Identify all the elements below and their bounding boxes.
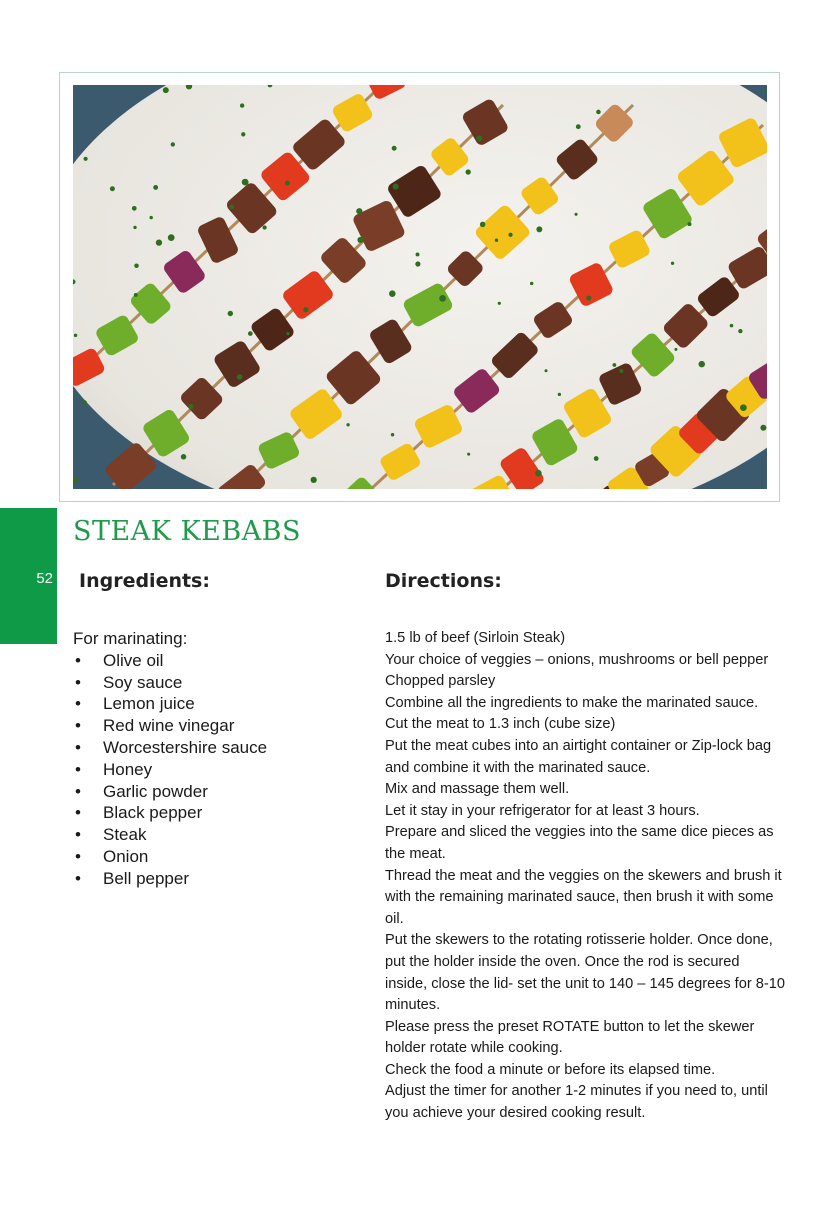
parsley-fleck (156, 240, 162, 246)
bullet-icon: • (75, 650, 81, 670)
bullet-icon: • (75, 825, 81, 845)
ingredient-items (73, 650, 353, 890)
parsley-fleck (508, 233, 512, 237)
direction-step: Cut the meat to 1.3 inch (cube size) (385, 716, 616, 733)
parsley-fleck (346, 423, 349, 426)
parsley-fleck (389, 290, 396, 297)
ingredient-label: Onion (103, 846, 149, 866)
parsley-fleck (181, 454, 186, 459)
parsley-fleck (237, 374, 243, 380)
parsley-fleck (575, 213, 578, 216)
parsley-fleck (82, 400, 87, 405)
ingredient-item (73, 737, 353, 759)
direction-step: Mix and massage them well. (385, 781, 570, 798)
parsley-fleck (286, 332, 289, 335)
ingredient-item (73, 781, 353, 803)
ingredient-item (73, 759, 353, 781)
ingredient-label: Garlic powder (103, 781, 208, 801)
ingredient-item (73, 650, 353, 672)
parsley-fleck (738, 329, 742, 333)
ingredient-label: Worcestershire sauce (103, 737, 268, 757)
parsley-fleck (495, 239, 498, 242)
parsley-fleck (619, 369, 623, 373)
parsley-fleck (150, 216, 153, 219)
photo-frame (59, 72, 780, 502)
recipe-title: STEAK KEBABS (73, 516, 302, 547)
parsley-fleck (740, 404, 747, 411)
ingredient-item (73, 715, 353, 737)
direction-step: Put the skewers to the rotating rotisserie holder. Once done, put the holder inside the oven. Once the rod is secured inside, close the lid- set the unit to 140 – 145 degrees for 8-10 minutes. (385, 932, 785, 1014)
parsley-fleck (393, 183, 399, 189)
parsley-fleck (74, 334, 77, 337)
direction-step: Adjust the timer for another 1-2 minutes if you need to, until you achieve your desired cooking result. (385, 1083, 768, 1122)
direction-step: 1.5 lb of beef (Sirloin Steak) (385, 630, 566, 646)
bullet-icon: • (75, 672, 81, 692)
parsley-fleck (415, 261, 420, 266)
ingredient-label: Lemon juice (103, 694, 195, 714)
parsley-fleck (262, 225, 266, 229)
parsley-fleck (171, 142, 175, 146)
parsley-fleck (242, 179, 249, 186)
parsley-fleck (311, 477, 317, 483)
ingredient-label: Red wine vinegar (103, 716, 235, 736)
parsley-fleck (498, 302, 501, 305)
parsley-fleck (73, 478, 78, 483)
ingredient-item (73, 824, 353, 846)
parsley-fleck (596, 110, 601, 115)
direction-step: Your choice of veggies – onions, mushrooms or bell pepper (385, 651, 769, 668)
parsley-fleck (285, 181, 290, 186)
parsley-fleck (671, 262, 674, 265)
bullet-icon: • (75, 781, 81, 801)
ingredient-label: Black pepper (103, 803, 203, 823)
ingredient-item (73, 802, 353, 824)
direction-step: Chopped parsley (385, 673, 496, 690)
ingredients-list (73, 628, 353, 890)
parsley-fleck (586, 295, 591, 300)
ingredient-label: Bell pepper (103, 868, 190, 888)
parsley-fleck (730, 324, 734, 328)
parsley-fleck (188, 404, 193, 409)
parsley-fleck (480, 222, 486, 228)
direction-step: Check the food a minute or before its elapsed time. (385, 1061, 716, 1078)
parsley-fleck (163, 87, 169, 93)
parsley-fleck (576, 124, 581, 129)
ingredients-heading: Ingredients: (79, 570, 210, 592)
parsley-fleck (241, 132, 245, 136)
parsley-fleck (594, 456, 599, 461)
parsley-fleck (356, 208, 362, 214)
parsley-fleck (392, 146, 397, 151)
direction-step: Thread the meat and the veggies on the skewers and brush it with the remaining marinated sauce, then brush it with some oil. (385, 867, 782, 927)
direction-step: Let it stay in your refrigerator for at least 3 hours. (385, 802, 700, 819)
parsley-fleck (439, 295, 446, 302)
page-number: 52 (36, 570, 53, 587)
steak-kebabs-photo (73, 85, 767, 489)
bullet-icon: • (75, 716, 81, 736)
parsley-fleck (168, 234, 175, 241)
directions-heading: Directions: (385, 570, 502, 592)
parsley-fleck (674, 348, 677, 351)
parsley-fleck (133, 226, 136, 229)
parsley-fleck (303, 307, 308, 312)
parsley-fleck (465, 169, 470, 174)
parsley-fleck (132, 206, 137, 211)
parsley-fleck (134, 293, 138, 297)
ingredient-label: Honey (103, 759, 153, 779)
parsley-fleck (530, 282, 533, 285)
direction-step: Combine all the ingredients to make the marinated sauce. (385, 694, 759, 711)
parsley-fleck (110, 186, 115, 191)
parsley-fleck (558, 393, 561, 396)
bullet-icon: • (75, 846, 81, 866)
ingredient-item (73, 868, 353, 890)
direction-step: Prepare and sliced the veggies into the same dice pieces as the meat. (385, 824, 774, 862)
ingredient-label: Soy sauce (103, 672, 183, 692)
ingredients-intro: For marinating: (73, 629, 188, 648)
kebab-illustration (73, 85, 767, 489)
ingredient-label: Steak (103, 825, 147, 845)
parsley-fleck (134, 263, 139, 268)
parsley-fleck (544, 369, 547, 372)
parsley-fleck (357, 237, 363, 243)
ingredient-item (73, 672, 353, 694)
parsley-fleck (687, 222, 691, 226)
direction-step: Put the meat cubes into an airtight container or Zip-lock bag and combine it with the marinated sauce. (385, 737, 772, 776)
parsley-fleck (416, 252, 420, 256)
directions-list (385, 628, 785, 1125)
ingredient-item (73, 846, 353, 868)
ingredient-label: Olive oil (103, 650, 164, 670)
parsley-fleck (536, 226, 542, 232)
bullet-icon: • (75, 868, 81, 888)
parsley-fleck (612, 363, 616, 367)
parsley-fleck (228, 311, 233, 316)
parsley-fleck (248, 331, 253, 336)
bullet-icon: • (75, 803, 81, 823)
parsley-fleck (153, 185, 158, 190)
parsley-fleck (467, 453, 470, 456)
bullet-icon: • (75, 737, 81, 757)
parsley-fleck (760, 425, 766, 431)
direction-step: Please press the preset ROTATE button to let the skewer holder rotate while cooking. (385, 1018, 755, 1057)
parsley-fleck (391, 433, 394, 436)
ingredient-item (73, 693, 353, 715)
parsley-fleck (699, 361, 705, 367)
parsley-fleck (240, 103, 244, 107)
parsley-fleck (535, 470, 541, 476)
parsley-fleck (84, 157, 88, 161)
bullet-icon: • (75, 759, 81, 779)
parsley-fleck (230, 205, 235, 210)
parsley-fleck (476, 135, 482, 141)
bullet-icon: • (75, 694, 81, 714)
